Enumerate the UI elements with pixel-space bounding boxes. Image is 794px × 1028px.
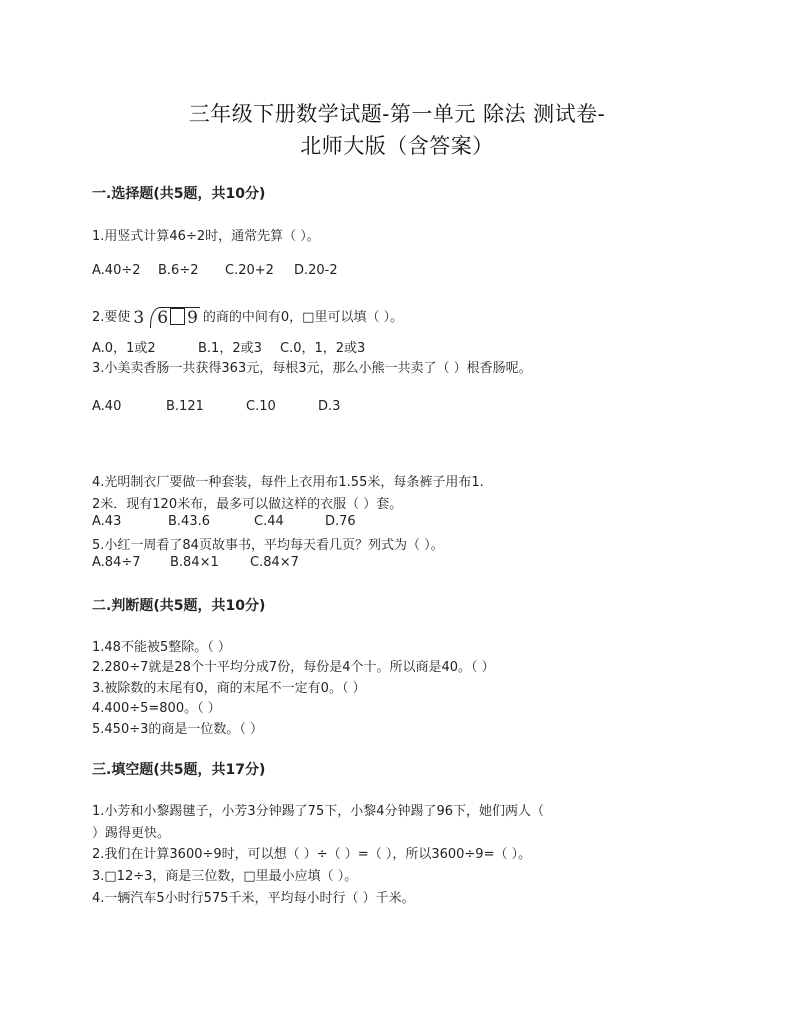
fill-question-2: 2.我们在计算3600÷9时，可以想（ ）÷（ ）=（ ），所以3600÷9=（ ）。	[92, 847, 532, 862]
option-d: D.3	[318, 399, 341, 414]
question-3-options	[92, 399, 340, 414]
dividend-digit-3: 9	[187, 308, 198, 328]
option-a: A.40÷2	[92, 263, 141, 278]
judge-item: 4.400÷5=800。（ ）	[92, 701, 221, 716]
question-3-text: 3.小美卖香肠一共获得363元，每根3元，那么小熊一共卖了（ ）根香肠呢。	[92, 361, 532, 376]
option-c: C.10	[246, 399, 276, 414]
option-a: A.43	[92, 514, 122, 529]
fill-question-1-line2: ）踢得更快。	[92, 826, 171, 841]
blank-square	[170, 308, 185, 325]
option-b: B.84×1	[170, 555, 219, 570]
fill-question-1-line1: 1.小芳和小黎踢毽子，小芳3分钟踢了75下，小黎4分钟踢了96下，她们两人（	[92, 804, 545, 819]
option-d: D.20-2	[294, 263, 338, 278]
judge-item: 3.被除数的末尾有0，商的末尾不一定有0。（ ）	[92, 681, 366, 696]
fill-question-4: 4.一辆汽车5小时行575千米，平均每小时行（ ）千米。	[92, 891, 415, 906]
option-c: C.44	[254, 514, 284, 529]
page-title-line2: 北师大版（含答案）	[300, 134, 494, 158]
question-1-text: 1.用竖式计算46÷2时，通常先算（ ）。	[92, 229, 320, 244]
question-5-options	[92, 555, 299, 570]
section-heading-choice: 一.选择题(共5题，共10分)	[92, 186, 266, 202]
question-4-text-line1: 4.光明制衣厂要做一种套装，每件上衣用布1.55米，每条裤子用布1.	[92, 475, 484, 490]
question-4-options	[92, 514, 356, 529]
division-bracket	[150, 307, 200, 328]
question-5-text: 5.小红一周看了84页故事书，平均每天看几页？列式为（ ）。	[92, 538, 444, 553]
question-2-options	[92, 337, 365, 356]
option-a: A.0，1或2	[92, 341, 156, 356]
judge-item: 1.48不能被5整除。（ ）	[92, 640, 231, 655]
question-4-text-line2: 2米．现有120米布，最多可以做这样的衣服（ ）套。	[92, 497, 403, 512]
option-b: B.1，2或3	[198, 341, 262, 356]
section-heading-fill: 三.填空题(共5题，共17分)	[92, 762, 266, 778]
option-c: C.84×7	[250, 555, 299, 570]
option-b: B.6÷2	[158, 263, 199, 278]
judge-item: 5.450÷3的商是一位数。（ ）	[92, 722, 264, 737]
judge-item: 2.280÷7就是28个十平均分成7份，每份是4个十。所以商是40。（ ）	[92, 660, 495, 675]
question-2-text	[92, 306, 403, 328]
divisor: 3	[133, 308, 145, 328]
option-d: D.76	[325, 514, 356, 529]
question-2-prefix: 2.要使	[92, 310, 131, 325]
option-a: A.40	[92, 399, 122, 414]
option-c: C.0，1，2或3	[280, 341, 366, 356]
page-title-line1: 三年级下册数学试题-第一单元 除法 测试卷-	[188, 102, 606, 126]
option-b: B.121	[166, 399, 204, 414]
fill-question-3: 3.□12÷3，商是三位数，□里最小应填（ ）。	[92, 869, 358, 884]
long-division-figure	[133, 307, 199, 328]
dividend-digit-1: 6	[157, 308, 169, 328]
question-1-options	[92, 263, 338, 278]
section-heading-judge: 二.判断题(共5题，共10分)	[92, 598, 266, 614]
option-a: A.84÷7	[92, 555, 141, 570]
option-b: B.43.6	[168, 514, 210, 529]
question-2-suffix: 的商的中间有0，□里可以填（ ）。	[202, 310, 404, 325]
option-c: C.20+2	[225, 263, 274, 278]
